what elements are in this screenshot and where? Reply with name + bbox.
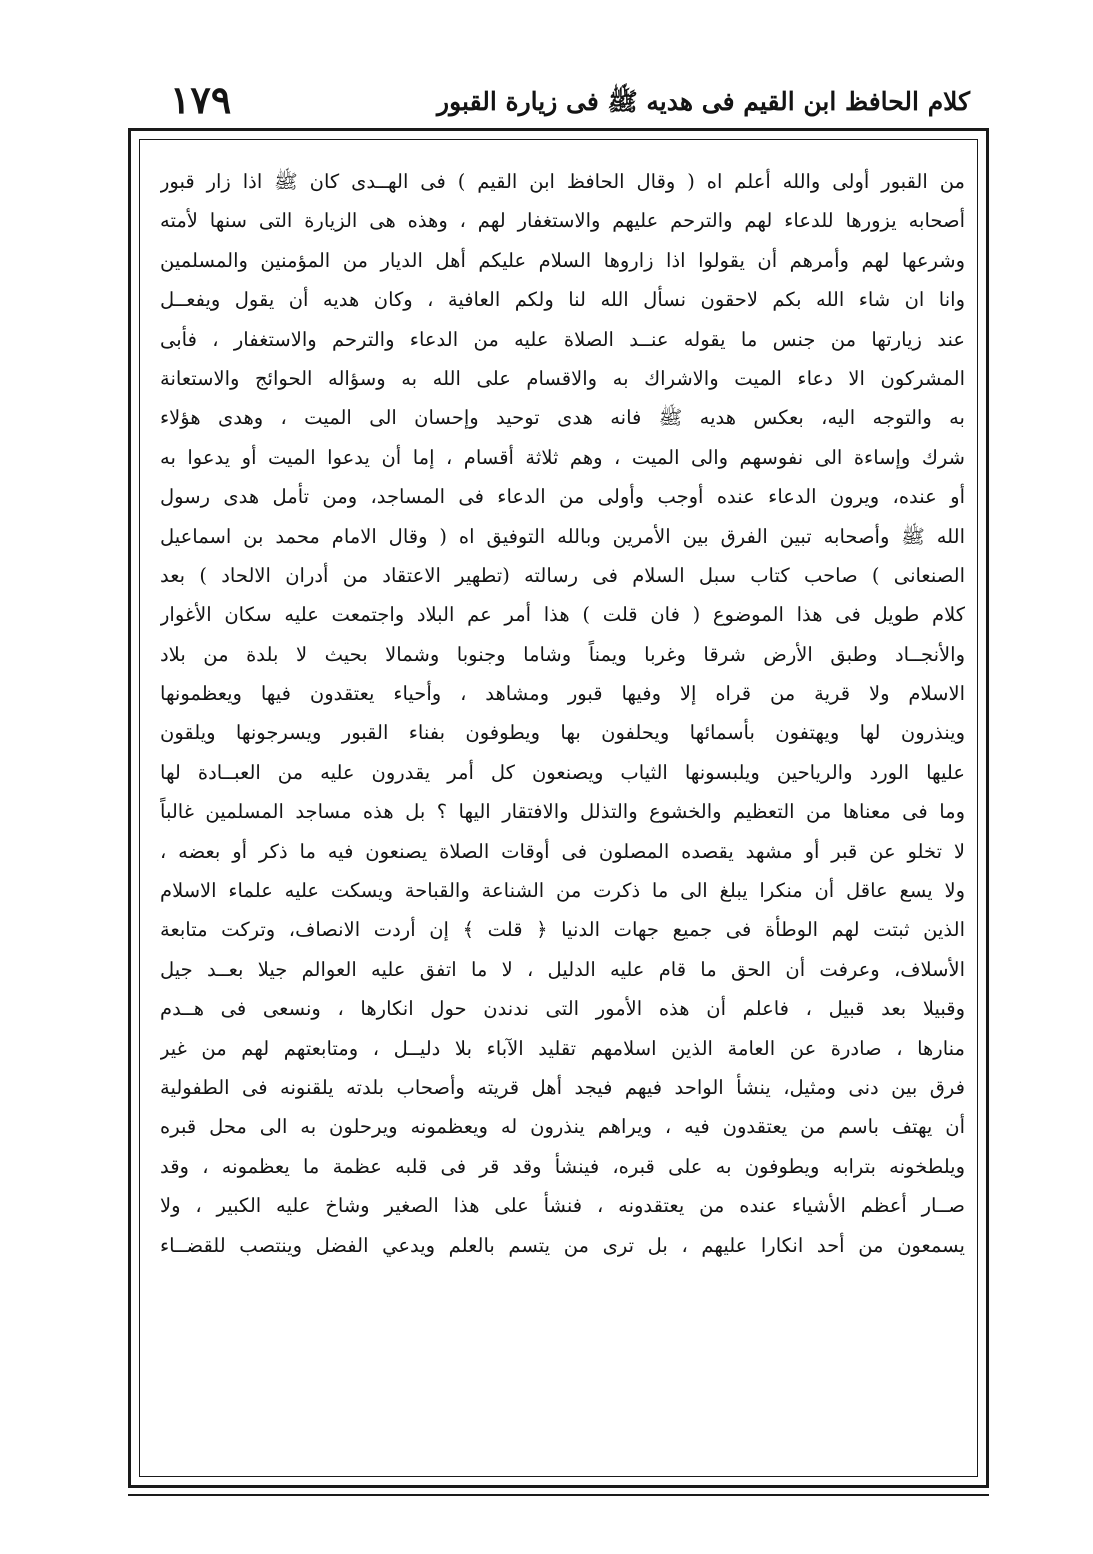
text-line: ويلطخونه بترابه ويطوفون به على قبره، فينشأ وقد قر فى قلبه عظمة ما يعظمونه ، وقد [160,1154,965,1178]
page-frame [128,128,989,1488]
text-line: وينذرون لها ويهتفون بأسمائها ويحلفون بها ويطوفون بفناء القبور ويسرجونها ويلقون [160,721,965,745]
text-line: كلام طويل فى هذا الموضوع ( فان قلت ) هذا أمر عم البلاد واجتمعت عليه سكان الأغوار [160,603,965,627]
text-line: وانا ان شاء الله بكم لاحقون نسأل الله لنا ولكم العافية ، وكان هديه أن يقول ويفعــل [160,288,965,312]
text-line: المشركون الا دعاء الميت والاشراك به والاقسام على الله به وسؤاله الحوائج والاستعانة [160,366,965,390]
text-line: عند زيارتها من جنس ما يقوله عنــد الصلاة عليه من الدعاء والترحم والاستغفار ، فأبى [160,327,965,351]
text-line: منارها ، صادرة عن العامة الذين اسلامهم تقليد الآباء بلا دليــل ، ومتابعتهم لهم من غير [160,1036,965,1060]
text-line: من القبور أولى والله أعلم اه ( وقال الحافظ ابن القيم ) فى الهــدى كان ﷺ اذا زار قبور [160,170,965,193]
text-line: الاسلام ولا قرية من قراه إلا وفيها قبور ومشاهد ، وأحياء يعتقدون فيها ويعظمونها [160,682,965,706]
text-line: لا تخلو عن قبر أو مشهد يقصده المصلون فى أوقات الصلاة يصنعون فيه ما ذكر أو بعضه ، [160,839,965,863]
text-line: أو عنده، ويرون الدعاء عنده أوجب وأولى من الدعاء فى المساجد، ومن تأمل هدى رسول [160,485,965,509]
text-line: الصنعانى ) صاحب كتاب سبل السلام فى رسالته (تطهير الاعتقاد من أدران الالحاد ) بعد [160,563,965,587]
bottom-rule [128,1494,989,1496]
text-line: وشرعها لهم وأمرهم أن يقولوا اذا زاروها السلام عليكم أهل الديار من المؤمنين والمسلمين [160,248,965,272]
text-line: عليها الورد والرياحين ويلبسونها الثياب ويصنعون كل أمر يقدرون عليه من العبــادة لها [160,760,965,784]
text-line: والأنجــاد وطبق الأرض شرقا وغربا ويمناً وشاما وجنوبا وشمالا بحيث لا بلدة من بلاد [160,642,965,666]
text-line: ولا يسع عاقل أن منكرا يبلغ الى ما ذكرت من الشناعة والقباحة ويسكت عليه علماء الاسلام [160,879,965,903]
body-text [160,162,965,1265]
text-line: الأسلاف، وعرفت أن الحق ما قام عليه الدليل ، لا ما اتفق عليه العوالم جيلا بعــد جيل [160,957,965,981]
text-line: وقبيلا بعد قبيل ، فاعلم أن هذه الأمور التى ندندن حول انكارها ، ونسعى فى هــدم [160,997,965,1021]
text-line: الله ﷺ وأصحابه تبين الفرق بين الأمرين وبالله التوفيق اه ( وقال الامام محمد بن اسماعيل [160,524,965,548]
text-line: شرك وإساءة الى نفوسهم والى الميت ، وهم ثلاثة أقسام ، إما أن يدعوا الميت أو يدعوا به [160,445,965,469]
text-line: أن يهتف باسم من يعتقدون فيه ، ويراهم ينذرون له ويعظمونه ويرحلون به الى محل قبره [160,1115,965,1139]
text-line: أصحابه يزورها للدعاء لهم والترحم عليهم والاستغفار لهم ، وهذه هى الزيارة التى سنها لأمته [160,209,965,233]
running-title: كلام الحافظ ابن القيم فى هديه ﷺ فى زيارة القبور [437,87,970,116]
text-line: صــار أعظم الأشياء عنده من يعتقدونه ، فنشأ على هذا الصغير وشاخ عليه الكبير ، ولا [160,1194,965,1218]
page-header [150,78,970,128]
text-line: فرق بين دنى ومثيل، ينشأ الواحد فيهم فيجد أهل قريته وأصحاب بلدته يلقنونه فى الطفولية [160,1075,965,1099]
page-frame-inner [139,139,978,1477]
page-number: ١٧٩ [170,77,232,122]
text-line: يسمعون من أحد انكارا عليهم ، بل ترى من يتسم بالعلم ويدعي الفضل وينتصب للقضــاء [160,1233,965,1257]
text-line: الذين ثبتت لهم الوطأة فى جميع جهات الدنيا ﴿ قلت ﴾ إن أردت الانصاف، وتركت متابعة [160,918,965,942]
text-line: به والتوجه اليه، بعكس هديه ﷺ فانه هدى توحيد وإحسان الى الميت ، وهدى هؤلاء [160,406,965,430]
text-line: وما فى معناها من التعظيم والخشوع والتذلل والافتقار اليها ؟ بل هذه مساجد المسلمين غالباً [160,800,965,824]
